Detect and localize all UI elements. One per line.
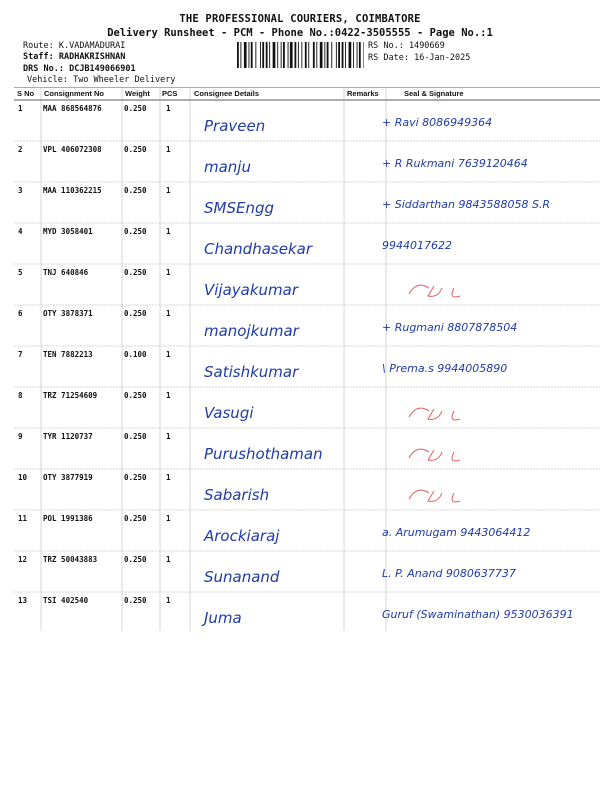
row-weight: 0.250 — [124, 432, 147, 441]
row-consignment-no: TYR 1120737 — [43, 432, 93, 441]
row-weight: 0.250 — [124, 596, 147, 605]
table-row — [18, 227, 452, 258]
drs-label: DRS No.: — [23, 64, 64, 74]
row-sno: 6 — [18, 309, 23, 318]
row-pcs: 1 — [166, 104, 171, 113]
row-weight: 0.250 — [124, 473, 147, 482]
column-header: Seal & Signature — [404, 89, 464, 98]
table-row — [18, 391, 460, 422]
table-row — [18, 186, 550, 217]
row-consignee-name: Purushothaman — [204, 445, 323, 463]
vehicle-value: Two Wheeler Delivery — [73, 75, 176, 85]
red-scribble-mark — [409, 285, 460, 297]
row-weight: 0.250 — [124, 391, 147, 400]
route-label: Route: — [23, 41, 54, 51]
row-signature: \ Prema.s 9944005890 — [382, 362, 508, 375]
runsheet-table — [14, 87, 600, 631]
row-sno: 10 — [18, 473, 28, 482]
row-signature: + Siddarthan 9843588058 S.R — [382, 198, 551, 211]
column-header: Remarks — [347, 89, 379, 98]
row-consignee-name: Arockiaraj — [204, 527, 280, 545]
row-consignee-name: SMSEngg — [204, 199, 275, 217]
row-consignee-name: Sabarish — [204, 486, 270, 504]
row-consignment-no: OTY 3878371 — [43, 309, 93, 318]
row-consignment-no: MAA 868564876 — [43, 104, 102, 113]
row-consignment-no: TRZ 50043883 — [43, 555, 98, 564]
row-sno: 13 — [18, 596, 28, 605]
row-consignment-no: VPL 406072308 — [43, 145, 102, 154]
row-pcs: 1 — [166, 555, 171, 564]
row-weight: 0.250 — [124, 186, 147, 195]
rs-date-label: RS Date: — [368, 53, 409, 63]
row-sno: 3 — [18, 186, 23, 195]
table-row — [18, 473, 460, 504]
rs-date-line — [368, 53, 470, 65]
row-sno: 1 — [18, 104, 23, 113]
row-sno: 8 — [18, 391, 23, 400]
company-name: THE PROFESSIONAL COURIERS, COIMBATORE — [179, 13, 421, 25]
row-consignment-no: MYD 3058401 — [43, 227, 93, 236]
column-header: Weight — [125, 89, 150, 98]
row-weight: 0.100 — [124, 350, 147, 359]
row-pcs: 1 — [166, 596, 171, 605]
row-weight: 0.250 — [124, 104, 147, 113]
staff-label: Staff: — [23, 52, 54, 62]
row-consignee-name: Vasugi — [204, 404, 254, 422]
rs-date-value: 16-Jan-2025 — [414, 53, 471, 63]
row-consignee-name: Sunanand — [204, 568, 280, 586]
rs-no-label: RS No.: — [368, 41, 404, 51]
drs-line — [23, 64, 136, 76]
row-consignment-no: TSI 402540 — [43, 596, 89, 605]
column-header: PCS — [162, 89, 178, 98]
table-row — [18, 350, 507, 381]
column-header: Consignee Details — [194, 89, 260, 98]
red-scribble-mark — [409, 490, 460, 502]
row-consignee-name: Satishkumar — [204, 363, 299, 381]
row-sno: 4 — [18, 227, 23, 236]
row-consignment-no: OTY 3877919 — [43, 473, 93, 482]
drs-value: DCJB149066901 — [69, 64, 136, 74]
staff-value: RADHAKRISHNAN — [58, 52, 126, 62]
row-signature: a. Arumugam 9443064412 — [382, 526, 531, 539]
row-consignment-no: TEN 7882213 — [43, 350, 93, 359]
row-weight: 0.250 — [124, 268, 147, 277]
column-header: Consignment No — [44, 89, 104, 98]
row-pcs: 1 — [166, 514, 171, 523]
row-consignment-no: MAA 110362215 — [43, 186, 102, 195]
row-pcs: 1 — [166, 268, 171, 277]
row-consignment-no: POL 1991386 — [43, 514, 93, 523]
row-signature: Guruf (Swaminathan) 9530036391 — [382, 608, 574, 621]
row-weight: 0.250 — [124, 227, 147, 236]
column-header: S No — [17, 89, 35, 98]
row-sno: 12 — [18, 555, 28, 564]
rs-no-line — [368, 41, 445, 53]
vehicle-line — [27, 75, 175, 87]
table-row — [18, 145, 528, 176]
row-consignee-name: Chandhasekar — [204, 240, 312, 258]
row-consignee-name: manju — [204, 158, 251, 176]
vehicle-label: Vehicle: — [27, 75, 68, 85]
row-sno: 7 — [18, 350, 23, 359]
table-row — [18, 268, 460, 299]
row-weight: 0.250 — [124, 309, 147, 318]
row-pcs: 1 — [166, 391, 171, 400]
row-pcs: 1 — [166, 227, 171, 236]
row-consignee-name: Juma — [204, 609, 242, 627]
runsheet-title: Delivery Runsheet - PCM - Phone No.:0422-3505555 - Page No.:1 — [107, 27, 493, 39]
table-row — [18, 104, 492, 135]
red-scribble-mark — [409, 449, 460, 461]
row-sno: 11 — [18, 514, 28, 523]
row-consignee-name: Vijayakumar — [204, 281, 299, 299]
route-value: K.VADAMADURAI — [58, 41, 126, 51]
row-signature: L. P. Anand 9080637737 — [382, 567, 516, 580]
barcode — [237, 42, 364, 68]
table-row — [18, 596, 574, 627]
row-pcs: 1 — [166, 145, 171, 154]
row-weight: 0.250 — [124, 145, 147, 154]
row-sno: 2 — [18, 145, 23, 154]
table-row — [18, 309, 517, 340]
table-row — [18, 555, 516, 586]
row-consignee-name: Praveen — [204, 117, 266, 135]
row-signature: 9944017622 — [382, 239, 452, 252]
table-row — [18, 432, 460, 463]
table-row — [18, 514, 530, 545]
route-line — [23, 41, 125, 53]
row-consignment-no: TNJ 640846 — [43, 268, 89, 277]
rs-no-value: 1490669 — [408, 41, 445, 51]
row-signature: + Rugmani 8807878504 — [382, 321, 518, 334]
red-scribble-mark — [409, 408, 460, 420]
row-pcs: 1 — [166, 309, 171, 318]
row-signature: + Ravi 8086949364 — [382, 116, 493, 129]
row-weight: 0.250 — [124, 514, 147, 523]
row-sno: 5 — [18, 268, 23, 277]
row-consignee-name: manojkumar — [204, 322, 299, 340]
row-pcs: 1 — [166, 186, 171, 195]
row-signature: + R Rukmani 7639120464 — [382, 157, 528, 170]
staff-line — [23, 52, 125, 64]
row-weight: 0.250 — [124, 555, 147, 564]
row-consignment-no: TRZ 71254609 — [43, 391, 98, 400]
row-sno: 9 — [18, 432, 23, 441]
row-pcs: 1 — [166, 432, 171, 441]
row-pcs: 1 — [166, 350, 171, 359]
row-pcs: 1 — [166, 473, 171, 482]
